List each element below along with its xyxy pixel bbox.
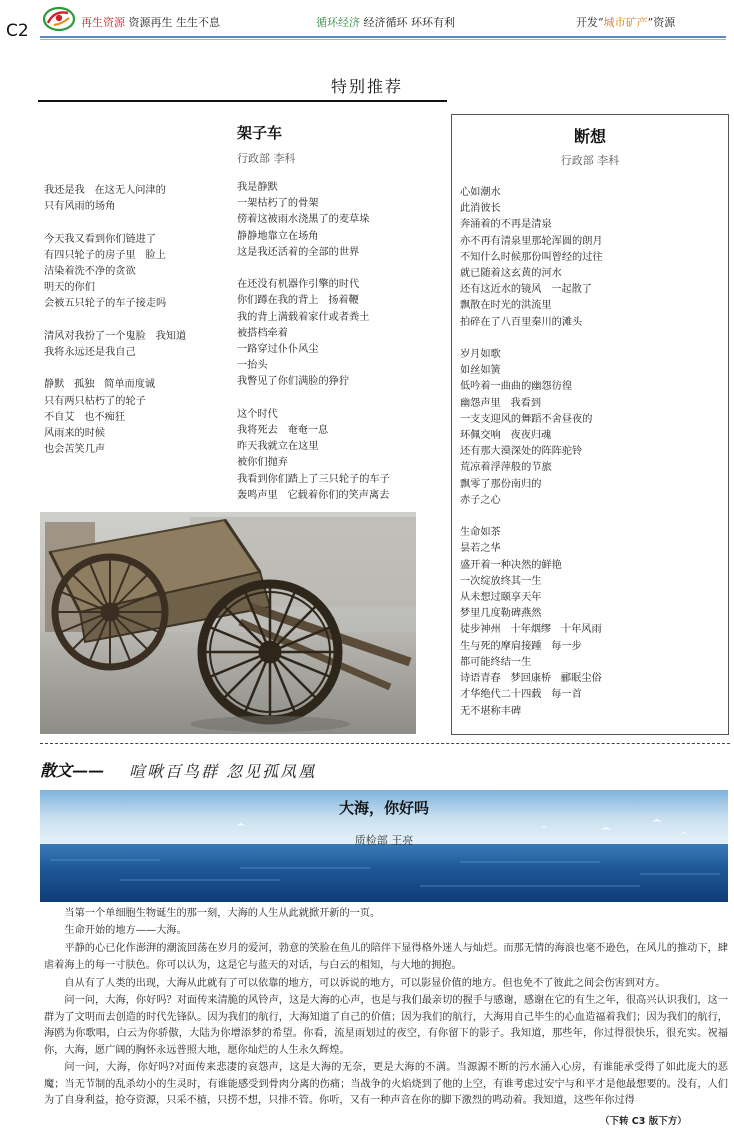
- poem2-lines: 心如潮水 此消彼长 奔涌着的不再是清泉 亦不再有清泉里那轮浑圆的朗月 不知什么时候那份叫曾经的过往 就已随着这玄黄的河水 还有这近水的镜风 一起散了 飘散在时光的洪流里 拍碎在了八百里秦川的滩头 岁月如歌 如丝如簧 低吟着一曲曲的幽怨彷徨 幽怨声里 我看到 一支支迎风的舞蹈不舍昼夜的 环佩交响 夜夜归魂 还有那大漠深处的阵阵驼铃 荒凉着浮萍般的节旅 飘零了那份南归的 赤子之心 生命如茶 昙若之华 盛开着一种决然的鲜艳 一次绽放终其一生 从未想过颐享天年 梦里几度勒碑燕然 徒步神州 十年烟缪 十年风雨 生与死的摩肩接踵 每一步 都可能终结一生 诗语青春 梦回康桥 郦眠尘俗 才华绝代二十四载 每一首 无不堪称丰碑: [460, 187, 603, 717]
- poem1-column-right: 我是静默 一架枯朽了的骨架 傍着这被雨水浇黑了的麦草垛 静静地靠立在场角 这是我还活着的全部的世界 在还没有机器作引擎的时代 你们蹲在我的背上 扬着鞭 我的背上满载着家什或者粪土 被搭档牵着 一路穿过仆仆风尘 一抬头 我瞥见了你们满脸的狰狞 这个时代 我将死去 奄奄一息 昨天我就立在这里 被你们抛弃 我看到你们踏上了三只轮子的车子 轰鸣声里 它载着你们的笑声离去: [237, 182, 390, 501]
- section-separator: [40, 743, 730, 744]
- continue-note: （下转 C3 版下方）: [600, 1116, 687, 1127]
- poem1-author: 行政部 李科: [237, 152, 296, 165]
- poem2-author: 行政部 李科: [560, 154, 620, 167]
- essay-paragraph: 自从有了人类的出现，大海从此就有了可以依靠的地方，可以诉说的地方，可以影显价值的地方。但也免不了彼此之间会伤害到对方。: [64, 978, 666, 989]
- essay-title: 大海，你好吗: [338, 799, 429, 817]
- essay-paragraph: 问一问，大海，你好吗？对面传来清脆的风铃声，这是大海的心声，也是与我们最亲切的握手与感谢，感谢在它的有生之年，很高兴认识我们，这一群为了文明而去创造的时代先锋队。因为我们的航行，大海知道了自己的价值；因为我们的航行，大海用自己毕生的心血造福着我们；因为我们的航行，海鸥为你歌唱，白云为你骄傲，大陆为你增添梦的希望。你看，流星雨划过的夜空，有你留下的影子。我知道，那些年，你过得很快乐，很充实。祝福你，大海，愿广阔的胸怀永远普照大地，愿你灿烂的人生永久辉煌。: [44, 995, 728, 1056]
- poem1-column-left: 我还是我 在这无人问津的 只有风雨的场角 今天我又看到你们链进了 有四只轮子的房子里 脸上 洁染着洗不净的贪欲 明天的你们 会被五只轮子的车子接走吗 清风对我扮了一个鬼脸 我知道 我将永远还是我自己 静默 孤独 简单而度诚 只有两只枯朽了的轮子 不自艾 也不痴狂 风雨来的时候 也会苦笑几声: [44, 185, 187, 456]
- essay-label: 散文——: [40, 761, 105, 780]
- section-rule: [38, 100, 447, 102]
- recycle-logo-icon: [42, 6, 76, 32]
- header-divider: [40, 36, 726, 38]
- header-slogan-middle: [316, 14, 455, 30]
- poem1-title: 架子车: [237, 124, 283, 142]
- essay-paragraph: 平静的心已化作澎湃的潮流回荡在岁月的爱河，勃意的笑脸在鱼儿的陪伴下显得格外迷人与灿烂。而那无情的海浪也毫不逊色，在风儿的推动下，肆虐着海上的每一寸肤色。你可以认为，这是它与蓝天的对话，与白云的相知，与大地的拥抱。: [44, 943, 728, 971]
- header-mid-highlight: 循环经济: [316, 16, 360, 29]
- essay-paragraph: 当第一个单细胞生物诞生的那一刻，大海的人生从此就掀开新的一页。: [64, 908, 381, 919]
- header-slogan-left: [81, 14, 220, 30]
- cart-photo: [40, 512, 416, 734]
- poem2-title: 断想: [573, 127, 606, 146]
- header-mid-text: 经济循环 环环有利: [363, 16, 455, 29]
- essay-paragraph: 问一问，大海，你好吗?对面传来悲凄的哀怨声，这是大海的无奈，更是大海的不满。当源源不断的污水涌入心房，有谁能承受得了如此庞大的恶魔；当无节制的乱杀幼小的生灵时，有谁能感受到骨肉分离的伤痛；当战争的火焰烧到了他的上空，有谁考虑过安宁与和平才是他最想要的。没有，人们为了自身利益，抢夺资源，只采不植，只捞不想，只排不管。你听，又有一种声音在你的脚下激烈的鸣动着。我知道，这些年你过得: [44, 1062, 728, 1106]
- header-left-text: 资源再生 生生不息: [128, 16, 220, 29]
- header-right-highlight: 城市矿产: [603, 16, 648, 29]
- essay-author: 质检部 王亮: [354, 834, 414, 847]
- essay-subtitle: 喧啾百鸟群 忽见孤凤凰: [129, 762, 317, 781]
- header-right-post: ”资源: [647, 16, 676, 29]
- header-right-pre: 开发“: [576, 16, 604, 29]
- header-left-highlight: 再生资源: [81, 16, 125, 29]
- header-slogan-right: [576, 14, 675, 30]
- section-title: 特别推荐: [330, 77, 403, 96]
- essay-paragraph: 生命开始的地方——大海。: [64, 925, 187, 936]
- header-divider-thin: [40, 39, 726, 40]
- page-number: C2: [6, 21, 29, 41]
